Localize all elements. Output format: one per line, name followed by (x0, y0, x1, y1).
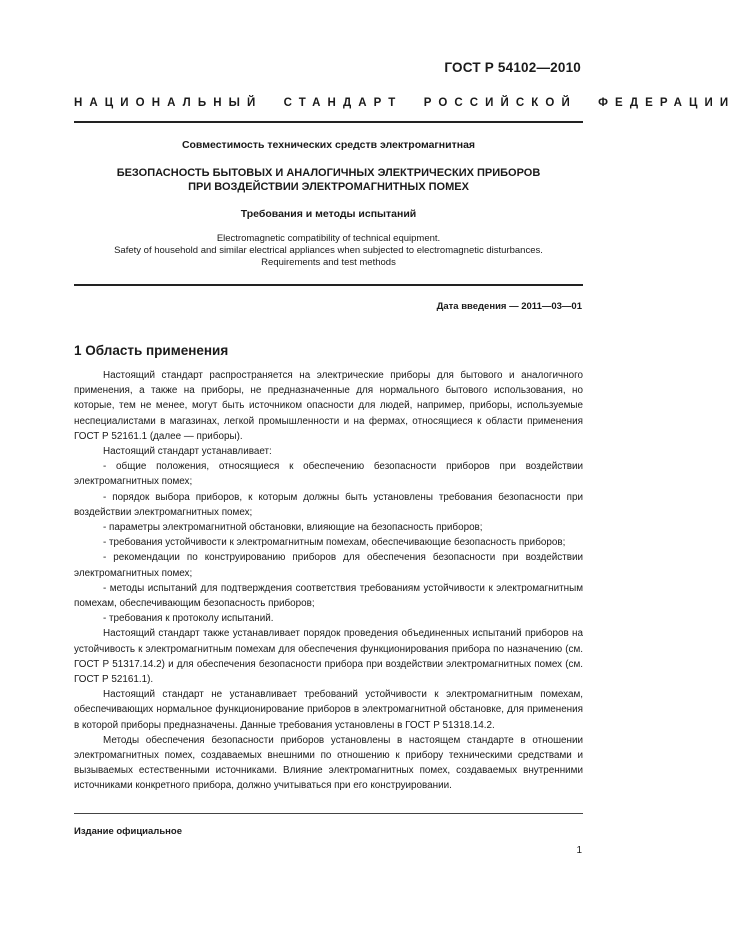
english-title-line-3: Requirements and test methods (261, 257, 396, 268)
requirements-title: Требования и методы испытаний (240, 208, 417, 220)
paragraph: Настоящий стандарт распространяется на электрические приборы для бытового и аналогичного применения, а также на приборы, не предназначенные для нормального бытового использования, но которые, тем не менее, могут быть источником опасности для людей, например, приборы, используемые неспециалистами в магазинах, легкой промышленности и на фермах, относящиеся к области применения ГОСТ Р 52161.1 (далее — приборы). (74, 370, 583, 442)
section-title: 1 Область применения (74, 343, 229, 358)
paragraph: Методы обеспечения безопасности приборов установлены в настоящем стандарте в отношении электромагнитных помех, создаваемых внешними по отношению к прибору техническими средствами и вызываемых естественными источниками. Влияние электромагнитных помех, создаваемых внутренними источниками конкретного прибора, должно учитываться при его конструировании. (74, 734, 583, 792)
list-item: - рекомендации по конструированию приборов для обеспечения безопасности при воздействии электромагнитных помех; (74, 552, 583, 579)
list-item: - методы испытаний для подтверждения соответствия требованиям устойчивости к электромагнитным помехам, обеспечивающим безопасность приборов; (74, 582, 583, 610)
national-standard-heading: НАЦИОНАЛЬНЫЙ СТАНДАРТ РОССИЙСКОЙ ФЕДЕРАЦИИ (74, 97, 735, 109)
list-item: - общие положения, относящиеся к обеспечению безопасности приборов при воздействии электромагнитных помех; (74, 461, 583, 488)
title-divider (74, 284, 583, 286)
list-item: - требования к протоколу испытаний. (103, 613, 274, 625)
english-title (60, 233, 597, 269)
document-code: ГОСТ Р 54102—2010 (444, 60, 581, 75)
list-item: - параметры электромагнитной обстановки, влияющие на безопасность приборов; (103, 522, 483, 534)
list-item: - требования устойчивости к электромагнитным помехам, обеспечивающие безопасность приборов; (103, 537, 566, 549)
top-divider (74, 121, 583, 123)
footer-divider (74, 813, 583, 814)
english-title-line-1: Electromagnetic compatibility of technical equipment. (216, 233, 441, 244)
section-body (74, 368, 583, 794)
paragraph: Настоящий стандарт не устанавливает требований устойчивости к электромагнитным помехам, обеспечивающих нормальное функционирование приборов в электромагнитной обстановке, для применения в которой приборы предназначены. Данные требования установлены в ГОСТ Р 51318.14.2. (74, 689, 583, 731)
main-title-line-2: ПРИ ВОЗДЕЙСТВИИ ЭЛЕКТРОМАГНИТНЫХ ПОМЕХ (188, 181, 469, 193)
document-subtitle: Совместимость технических средств электромагнитная (181, 139, 476, 151)
paragraph: Настоящий стандарт устанавливает: (103, 446, 272, 458)
page-number: 1 (576, 845, 582, 856)
official-edition-label: Издание официальное (74, 826, 182, 837)
main-title-line-1: БЕЗОПАСНОСТЬ БЫТОВЫХ И АНАЛОГИЧНЫХ ЭЛЕКТРИЧЕСКИХ ПРИБОРОВ (116, 167, 541, 179)
list-item: - порядок выбора приборов, к которым должны быть установлены требования безопасности при воздействии электромагнитных помех; (74, 491, 583, 518)
english-title-line-2: Safety of household and similar electrical appliances when subjected to electromagnetic disturbances. (114, 245, 543, 256)
paragraph: Настоящий стандарт также устанавливает порядок проведения объединенных испытаний приборов на устойчивость к электромагнитным помехам для обеспечения функционирования прибора по назначению (см. ГОСТ Р 51317.14.2) и для обеспечения безопасности прибора при воздействии электромагнитных помех (см. ГОСТ Р 52161.1). (74, 628, 583, 686)
document-main-title (74, 166, 583, 194)
introduction-date: Дата введения — 2011—03—01 (436, 301, 582, 312)
